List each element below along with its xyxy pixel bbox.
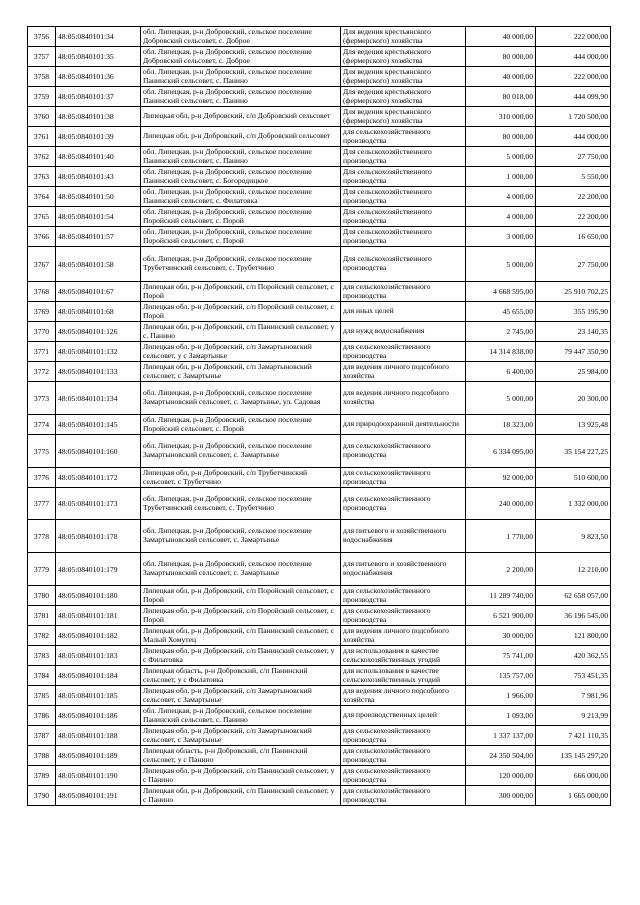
table-row <box>28 167 611 187</box>
cadastral-value-sheet <box>27 26 611 806</box>
area-cell: 2 200,00 <box>466 553 536 586</box>
table-row <box>28 342 611 362</box>
cadastral-number-cell: 48:05:0840101:189 <box>56 746 141 766</box>
table-row <box>28 415 611 435</box>
table-body <box>28 27 611 806</box>
row-number-cell: 3761 <box>28 127 56 147</box>
address-cell: Липецкая область, р-н Добровский, с/п Панинский сельсовет, у с Филатовка <box>141 666 341 686</box>
cadastral-number-cell: 48:05:0840101:67 <box>56 282 141 302</box>
table-row <box>28 686 611 706</box>
table-row <box>28 706 611 726</box>
table-row <box>28 207 611 227</box>
row-number-cell: 3760 <box>28 107 56 127</box>
row-number-cell: 3783 <box>28 646 56 666</box>
cadastral-value-cell: 25 984,00 <box>536 362 611 382</box>
area-cell: 2 745,00 <box>466 322 536 342</box>
area-cell: 80 000,00 <box>466 47 536 67</box>
area-cell: 1 000,00 <box>466 167 536 187</box>
permitted-use-cell: для иных целей <box>341 302 466 322</box>
cadastral-number-cell: 48:05:0840101:134 <box>56 382 141 415</box>
row-number-cell: 3779 <box>28 553 56 586</box>
table-row <box>28 606 611 626</box>
table-row <box>28 553 611 586</box>
area-cell: 11 289 740,00 <box>466 586 536 606</box>
row-number-cell: 3781 <box>28 606 56 626</box>
area-cell: 5 000,00 <box>466 147 536 167</box>
address-cell: Липецкая обл, р-н Добровский, с/п Замартыновский сельсовет, с Замартынье <box>141 726 341 746</box>
permitted-use-cell: Для ведения крестьянского (фермерского) хозяйства <box>341 27 466 47</box>
permitted-use-cell: для нужд водоснабжения <box>341 322 466 342</box>
table-row <box>28 468 611 488</box>
cadastral-value-cell: 420 362,55 <box>536 646 611 666</box>
area-cell: 4 000,00 <box>466 187 536 207</box>
permitted-use-cell: для ведения личного подсобного хозяйства <box>341 382 466 415</box>
cadastral-value-cell: 5 550,00 <box>536 167 611 187</box>
table-row <box>28 382 611 415</box>
address-cell: обл. Липецкая, р-н Добровский, сельское поселение Замартыновский сельсовет, с. Замартынье <box>141 553 341 586</box>
permitted-use-cell: Для ведения крестьянского (фермерского) хозяйства <box>341 107 466 127</box>
cadastral-value-cell: 355 195,90 <box>536 302 611 322</box>
cadastral-number-cell: 48:05:0840101:54 <box>56 207 141 227</box>
cadastral-number-cell: 48:05:0840101:43 <box>56 167 141 187</box>
table-row <box>28 322 611 342</box>
table-row <box>28 726 611 746</box>
cadastral-number-cell: 48:05:0840101:39 <box>56 127 141 147</box>
permitted-use-cell: для ведения личного подсобного хозяйства <box>341 362 466 382</box>
address-cell: обл. Липецкая, р-н Добровский, сельское поселение Панинский сельсовет, с. Панино <box>141 706 341 726</box>
cadastral-number-cell: 48:05:0840101:57 <box>56 227 141 247</box>
cadastral-number-cell: 48:05:0840101:179 <box>56 553 141 586</box>
table-row <box>28 646 611 666</box>
permitted-use-cell: для питьевого и хозяйственного водоснабжения <box>341 553 466 586</box>
row-number-cell: 3785 <box>28 686 56 706</box>
cadastral-value-cell: 444 000,00 <box>536 127 611 147</box>
cadastral-value-cell: 23 140,35 <box>536 322 611 342</box>
area-cell: 45 655,00 <box>466 302 536 322</box>
address-cell: Липецкая обл, р-н Добровский, с/п Поройский сельсовет, с Порой <box>141 606 341 626</box>
cadastral-value-cell: 27 750,00 <box>536 147 611 167</box>
table-row <box>28 187 611 207</box>
table-row <box>28 282 611 302</box>
address-cell: обл. Липецкая, р-н Добровский, сельское поселение Трубетчинский сельсовет, с. Трубетчино <box>141 488 341 520</box>
area-cell: 6 400,00 <box>466 362 536 382</box>
address-cell: Липецкая обл, р-н Добровский, с/п Добровский сельсовет <box>141 107 341 127</box>
row-number-cell: 3762 <box>28 147 56 167</box>
address-cell: Липецкая обл, р-н Добровский, с/п Поройский сельсовет, с Порой <box>141 282 341 302</box>
address-cell: Липецкая обл, р-н Добровский, с/п Замартыновский сельсовет, у с Замартынье <box>141 342 341 362</box>
table-row <box>28 766 611 786</box>
table-row <box>28 746 611 766</box>
cadastral-number-cell: 48:05:0840101:34 <box>56 27 141 47</box>
area-cell: 80 000,00 <box>466 127 536 147</box>
table-row <box>28 47 611 67</box>
permitted-use-cell: для сельскохозяйственного производства <box>341 586 466 606</box>
permitted-use-cell: для ведения личного подсобного хозяйства <box>341 626 466 646</box>
cadastral-value-cell: 666 000,00 <box>536 766 611 786</box>
permitted-use-cell: Для сельскохозяйственного производства <box>341 247 466 282</box>
area-cell: 80 018,00 <box>466 87 536 107</box>
cadastral-value-cell: 1 665 000,00 <box>536 786 611 806</box>
area-cell: 40 000,00 <box>466 27 536 47</box>
area-cell: 240 000,00 <box>466 488 536 520</box>
table-row <box>28 666 611 686</box>
cadastral-number-cell: 48:05:0840101:126 <box>56 322 141 342</box>
cadastral-number-cell: 48:05:0840101:181 <box>56 606 141 626</box>
address-cell: Липецкая обл, р-н Добровский, с/п Панинский сельсовет, у с Панино <box>141 766 341 786</box>
address-cell: Липецкая обл, р-н Добровский, с/п Панинский сельсовет, у с Филатовка <box>141 646 341 666</box>
row-number-cell: 3769 <box>28 302 56 322</box>
address-cell: Липецкая обл, р-н Добровский, с/п Поройский сельсовет, с Порой <box>141 586 341 606</box>
cadastral-number-cell: 48:05:0840101:173 <box>56 488 141 520</box>
area-cell: 5 000,00 <box>466 247 536 282</box>
area-cell: 1 337 137,00 <box>466 726 536 746</box>
address-cell: обл. Липецкая, р-н Добровский, сельское поселение Панинский сельсовет, с. Богородицкое <box>141 167 341 187</box>
permitted-use-cell: для питьевого и хозяйственного водоснабжения <box>341 520 466 553</box>
permitted-use-cell: для использования в качестве сельскохозяйственных угодий <box>341 666 466 686</box>
cadastral-number-cell: 48:05:0840101:178 <box>56 520 141 553</box>
table-row <box>28 586 611 606</box>
address-cell: обл. Липецкая, р-н Добровский, сельское поселение Панинский сельсовет, с. Панино <box>141 147 341 167</box>
cadastral-number-cell: 48:05:0840101:36 <box>56 67 141 87</box>
table-row <box>28 127 611 147</box>
permitted-use-cell: Для ведения крестьянского (фермерского) хозяйства <box>341 67 466 87</box>
table-row <box>28 626 611 646</box>
address-cell: обл. Липецкая, р-н Добровский, сельское поселение Добровский сельсовет, с. Доброе <box>141 27 341 47</box>
permitted-use-cell: для использования в качестве сельскохозяйственных угодий <box>341 646 466 666</box>
cadastral-number-cell: 48:05:0840101:183 <box>56 646 141 666</box>
area-cell: 1 093,00 <box>466 706 536 726</box>
permitted-use-cell: Для сельскохозяйственного производства <box>341 147 466 167</box>
cadastral-number-cell: 48:05:0840101:184 <box>56 666 141 686</box>
cadastral-value-cell: 9 823,50 <box>536 520 611 553</box>
address-cell: Липецкая область, р-н Добровский, с/п Панинский сельсовет, у с Панино <box>141 746 341 766</box>
row-number-cell: 3775 <box>28 435 56 468</box>
row-number-cell: 3772 <box>28 362 56 382</box>
area-cell: 120 000,00 <box>466 766 536 786</box>
address-cell: Липецкая обл, р-н Добровский, с/п Панинский сельсовет, с Малый Хомутец <box>141 626 341 646</box>
cadastral-value-cell: 1 720 500,00 <box>536 107 611 127</box>
area-cell: 14 314 838,00 <box>466 342 536 362</box>
table-row <box>28 520 611 553</box>
cadastral-value-cell: 13 925,48 <box>536 415 611 435</box>
cadastral-number-cell: 48:05:0840101:145 <box>56 415 141 435</box>
permitted-use-cell: для сельскохозяйственного производства <box>341 766 466 786</box>
permitted-use-cell: для производственных целей <box>341 706 466 726</box>
table-row <box>28 302 611 322</box>
cadastral-value-cell: 16 650,00 <box>536 227 611 247</box>
cadastral-value-cell: 20 300,00 <box>536 382 611 415</box>
cadastral-number-cell: 48:05:0840101:35 <box>56 47 141 67</box>
cadastral-value-cell: 444 000,00 <box>536 47 611 67</box>
cadastral-value-cell: 753 451,35 <box>536 666 611 686</box>
permitted-use-cell: для сельскохозяйственного производства <box>341 282 466 302</box>
cadastral-number-cell: 48:05:0840101:172 <box>56 468 141 488</box>
cadastral-value-cell: 36 196 545,00 <box>536 606 611 626</box>
row-number-cell: 3790 <box>28 786 56 806</box>
cadastral-value-cell: 121 800,00 <box>536 626 611 646</box>
cadastral-value-cell: 22 200,00 <box>536 207 611 227</box>
table-row <box>28 67 611 87</box>
address-cell: Липецкая обл, р-н Добровский, с/п Панинский сельсовет, у с Панино <box>141 786 341 806</box>
cadastral-value-cell: 1 332 000,00 <box>536 488 611 520</box>
row-number-cell: 3759 <box>28 87 56 107</box>
permitted-use-cell: Для сельскохозяйственного производства <box>341 207 466 227</box>
cadastral-value-cell: 510 600,00 <box>536 468 611 488</box>
cadastral-value-cell: 12 210,00 <box>536 553 611 586</box>
row-number-cell: 3780 <box>28 586 56 606</box>
row-number-cell: 3782 <box>28 626 56 646</box>
area-cell: 1 770,00 <box>466 520 536 553</box>
table-row <box>28 27 611 47</box>
address-cell: Липецкая обл, р-н Добровский, с/п Замартыновский сельсовет, с Замартынье <box>141 686 341 706</box>
cadastral-number-cell: 48:05:0840101:37 <box>56 87 141 107</box>
row-number-cell: 3766 <box>28 227 56 247</box>
cadastral-number-cell: 48:05:0840101:132 <box>56 342 141 362</box>
address-cell: обл. Липецкая, р-н Добровский, сельское поселение Замартыновский сельсовет, с. Замартынье, ул. Садовая <box>141 382 341 415</box>
cadastral-value-cell: 9 213,99 <box>536 706 611 726</box>
permitted-use-cell: для сельскохозяйственного производства <box>341 435 466 468</box>
area-cell: 6 521 900,00 <box>466 606 536 626</box>
address-cell: Липецкая обл, р-н Добровский, с/п Трубетчинский сельсовет, с Трубетчино <box>141 468 341 488</box>
cadastral-value-cell: 135 145 297,20 <box>536 746 611 766</box>
address-cell: Липецкая обл, р-н Добровский, с/п Панинский сельсовет, у с. Панино <box>141 322 341 342</box>
permitted-use-cell: для сельскохозяйственного производства <box>341 746 466 766</box>
area-cell: 5 000,00 <box>466 382 536 415</box>
area-cell: 3 000,00 <box>466 227 536 247</box>
table-row <box>28 107 611 127</box>
land-plots-table <box>27 26 611 806</box>
address-cell: Липецкая обл, р-н Добровский, с/п Добровский сельсовет <box>141 127 341 147</box>
cadastral-number-cell: 48:05:0840101:38 <box>56 107 141 127</box>
row-number-cell: 3757 <box>28 47 56 67</box>
area-cell: 6 334 095,00 <box>466 435 536 468</box>
area-cell: 135 757,00 <box>466 666 536 686</box>
row-number-cell: 3786 <box>28 706 56 726</box>
cadastral-value-cell: 222 000,00 <box>536 27 611 47</box>
address-cell: обл. Липецкая, р-н Добровский, сельское поселение Поройский сельсовет, с. Порой <box>141 207 341 227</box>
permitted-use-cell: для сельскохозяйственного производства <box>341 127 466 147</box>
address-cell: обл. Липецкая, р-н Добровский, сельское поселение Панинский сельсовет, с. Филатовка <box>141 187 341 207</box>
address-cell: обл. Липецкая, р-н Добровский, сельское поселение Панинский сельсовет, с. Панино <box>141 67 341 87</box>
table-row <box>28 488 611 520</box>
cadastral-value-cell: 25 910 702,25 <box>536 282 611 302</box>
row-number-cell: 3788 <box>28 746 56 766</box>
row-number-cell: 3771 <box>28 342 56 362</box>
area-cell: 18 323,00 <box>466 415 536 435</box>
permitted-use-cell: для ведения личного подсобного хозяйства <box>341 686 466 706</box>
cadastral-value-cell: 27 750,00 <box>536 247 611 282</box>
cadastral-value-cell: 62 658 057,00 <box>536 586 611 606</box>
cadastral-value-cell: 7 421 110,35 <box>536 726 611 746</box>
permitted-use-cell: для сельскохозяйственного производства <box>341 786 466 806</box>
row-number-cell: 3758 <box>28 67 56 87</box>
permitted-use-cell: Для сельскохозяйственного производства <box>341 227 466 247</box>
cadastral-number-cell: 48:05:0840101:188 <box>56 726 141 746</box>
address-cell: обл. Липецкая, р-н Добровский, сельское поселение Замартыновский сельсовет, с. Замартынье <box>141 520 341 553</box>
cadastral-number-cell: 48:05:0840101:133 <box>56 362 141 382</box>
address-cell: обл. Липецкая, р-н Добровский, сельское поселение Добровский сельсовет, с. Доброе <box>141 47 341 67</box>
row-number-cell: 3776 <box>28 468 56 488</box>
cadastral-value-cell: 35 154 227,25 <box>536 435 611 468</box>
row-number-cell: 3784 <box>28 666 56 686</box>
cadastral-value-cell: 79 447 350,90 <box>536 342 611 362</box>
area-cell: 1 966,00 <box>466 686 536 706</box>
table-row <box>28 786 611 806</box>
cadastral-value-cell: 222 000,00 <box>536 67 611 87</box>
permitted-use-cell: для сельскохозяйственного производства <box>341 726 466 746</box>
row-number-cell: 3763 <box>28 167 56 187</box>
row-number-cell: 3778 <box>28 520 56 553</box>
area-cell: 30 000,00 <box>466 626 536 646</box>
table-row <box>28 87 611 107</box>
permitted-use-cell: для сельскохозяйственного производства <box>341 468 466 488</box>
address-cell: обл. Липецкая, р-н Добровский, сельское поселение Поройский сельсовет, с. Порой <box>141 415 341 435</box>
cadastral-number-cell: 48:05:0840101:191 <box>56 786 141 806</box>
row-number-cell: 3765 <box>28 207 56 227</box>
row-number-cell: 3756 <box>28 27 56 47</box>
table-row <box>28 362 611 382</box>
area-cell: 300 000,00 <box>466 786 536 806</box>
cadastral-number-cell: 48:05:0840101:180 <box>56 586 141 606</box>
row-number-cell: 3770 <box>28 322 56 342</box>
permitted-use-cell: для сельскохозяйственного производства <box>341 488 466 520</box>
row-number-cell: 3764 <box>28 187 56 207</box>
table-row <box>28 227 611 247</box>
cadastral-number-cell: 48:05:0840101:182 <box>56 626 141 646</box>
address-cell: обл. Липецкая, р-н Добровский, сельское поселение Замартыновский сельсовет, с. Замартынье <box>141 435 341 468</box>
cadastral-number-cell: 48:05:0840101:160 <box>56 435 141 468</box>
cadastral-number-cell: 48:05:0840101:40 <box>56 147 141 167</box>
permitted-use-cell: для сельскохозяйственного производства <box>341 342 466 362</box>
permitted-use-cell: для сельскохозяйственного производства <box>341 606 466 626</box>
row-number-cell: 3767 <box>28 247 56 282</box>
table-row <box>28 147 611 167</box>
address-cell: обл. Липецкая, р-н Добровский, сельское поселение Трубетчинский сельсовет, с. Трубетчино <box>141 247 341 282</box>
row-number-cell: 3787 <box>28 726 56 746</box>
cadastral-number-cell: 48:05:0840101:50 <box>56 187 141 207</box>
area-cell: 40 000,00 <box>466 67 536 87</box>
area-cell: 75 741,00 <box>466 646 536 666</box>
permitted-use-cell: Для ведения крестьянского (фермерского) хозяйства <box>341 47 466 67</box>
table-row <box>28 435 611 468</box>
area-cell: 92 000,00 <box>466 468 536 488</box>
area-cell: 4 668 595,00 <box>466 282 536 302</box>
row-number-cell: 3768 <box>28 282 56 302</box>
cadastral-number-cell: 48:05:0840101:186 <box>56 706 141 726</box>
permitted-use-cell: Для сельскохозяйственного производства <box>341 187 466 207</box>
cadastral-value-cell: 444 099,90 <box>536 87 611 107</box>
permitted-use-cell: Для ведения крестьянского (фермерского) хозяйства <box>341 87 466 107</box>
area-cell: 24 350 504,00 <box>466 746 536 766</box>
address-cell: обл. Липецкая, р-н Добровский, сельское поселение Панинский сельсовет, с. Панино <box>141 87 341 107</box>
row-number-cell: 3777 <box>28 488 56 520</box>
row-number-cell: 3774 <box>28 415 56 435</box>
cadastral-number-cell: 48:05:0840101:185 <box>56 686 141 706</box>
row-number-cell: 3789 <box>28 766 56 786</box>
cadastral-value-cell: 7 981,96 <box>536 686 611 706</box>
row-number-cell: 3773 <box>28 382 56 415</box>
area-cell: 310 000,00 <box>466 107 536 127</box>
address-cell: Липецкая обл, р-н Добровский, с/п Поройский сельсовет, с Порой <box>141 302 341 322</box>
cadastral-value-cell: 22 200,00 <box>536 187 611 207</box>
address-cell: Липецкая обл, р-н Добровский, с/п Замартыновский сельсовет, с Замартынье <box>141 362 341 382</box>
address-cell: обл. Липецкая, р-н Добровский, сельское поселение Поройский сельсовет, с. Порой <box>141 227 341 247</box>
cadastral-number-cell: 48:05:0840101:58 <box>56 247 141 282</box>
permitted-use-cell: для природоохранной деятельности <box>341 415 466 435</box>
cadastral-number-cell: 48:05:0840101:68 <box>56 302 141 322</box>
cadastral-number-cell: 48:05:0840101:190 <box>56 766 141 786</box>
area-cell: 4 000,00 <box>466 207 536 227</box>
table-row <box>28 247 611 282</box>
permitted-use-cell: Для сельскохозяйственного производства <box>341 167 466 187</box>
